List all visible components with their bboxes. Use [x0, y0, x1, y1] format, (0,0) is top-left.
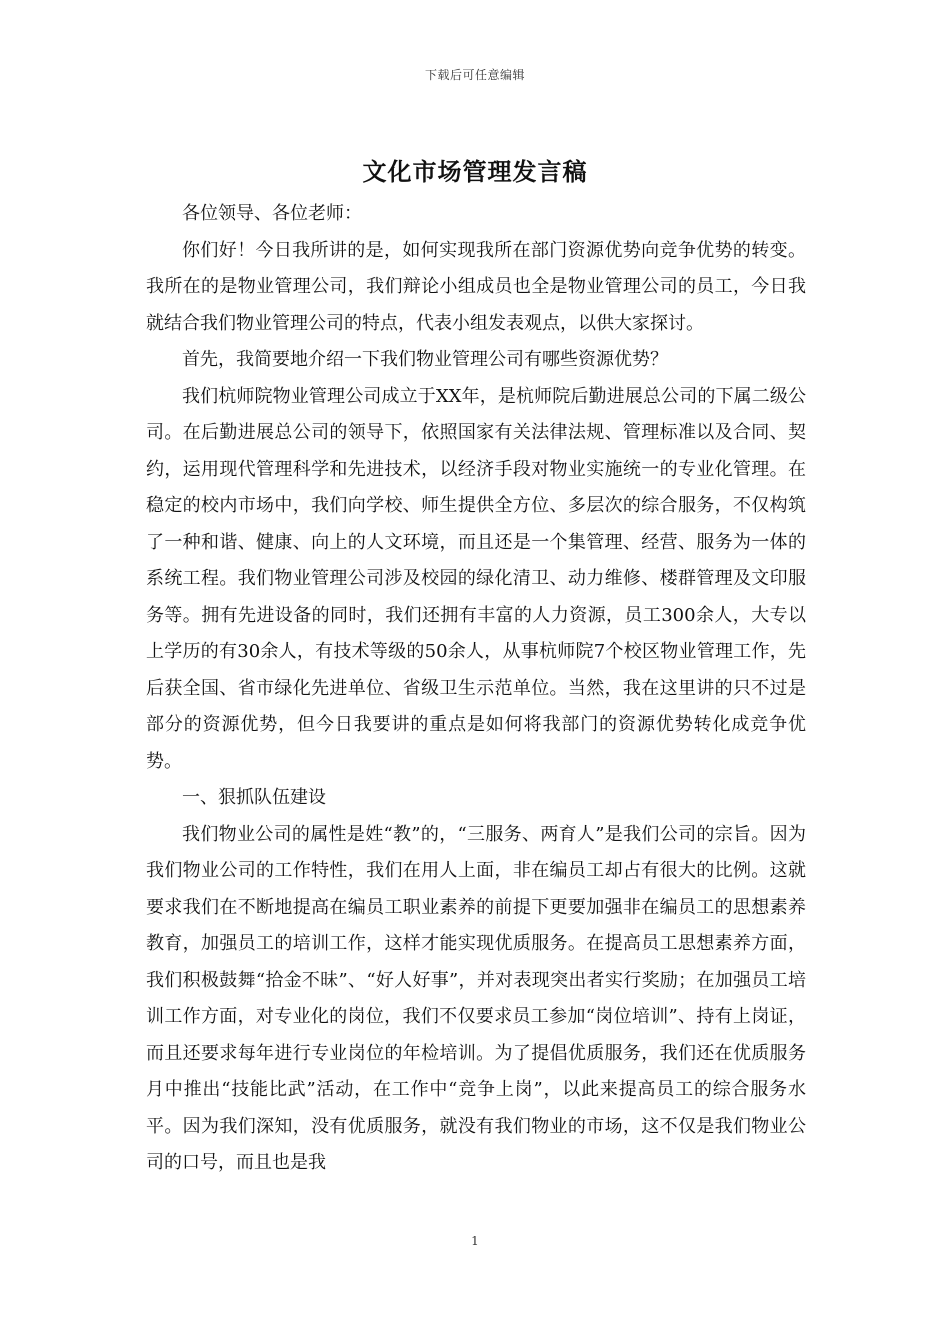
question-paragraph: 首先，我简要地介绍一下我们物业管理公司有哪些资源优势？ [182, 349, 668, 370]
opening-paragraph: 你们好！今日我所讲的是，如何实现我所在部门资源优势向竞争优势的转变。我所在的是物业管理公司，我们辩论小组成员也全是物业管理公司的员工，今日我就结合我们物业管理公司的特点，代表小组发表观点，以供大家探讨。 [146, 239, 806, 334]
document-body [146, 196, 806, 1182]
section-heading-team-building: 一、狠抓队伍建设 [182, 787, 326, 808]
page-header-note: 下载后可任意编辑 [424, 68, 525, 82]
team-building-paragraph: 我们物业公司的属性是姓“教”的，“三服务、两育人”是我们公司的宗旨。因为我们物业公司的工作特性，我们在用人上面，非在编员工却占有很大的比例。这就要求我们在不断地提高在编员工职业素养的前提下更要加强非在编员工的思想素养教育，加强员工的培训工作，这样才能实现优质服务。在提高员工思想素养方面，我们积极鼓舞“拾金不昧”、“好人好事”，并对表现突出者实行奖励；在加强员工培训工作方面，对专业化的岗位，我们不仅要求员工参加“岗位培训”、持有上岗证，而且还要求每年进行专业岗位的年检培训。为了提倡优质服务，我们还在优质服务月中推出“技能比武”活动，在工作中“竞争上岗”，以此来提高员工的综合服务水平。因为我们深知，没有优质服务，就没有我们物业的市场，这不仅是我们物业公司的口号，而且也是我 [146, 823, 806, 1173]
document-title: 文化市场管理发言稿 [362, 157, 588, 186]
company-intro-paragraph: 我们杭师院物业管理公司成立于XX年，是杭师院后勤进展总公司的下属二级公司。在后勤进展总公司的领导下，依照国家有关法律法规、管理标准以及合同、契约，运用现代管理科学和先进技术，以经济手段对物业实施统一的专业化管理。在稳定的校内市场中，我们向学校、师生提供全方位、多层次的综合服务，不仅构筑了一种和谐、健康、向上的人文环境，而且还是一个集管理、经营、服务为一体的系统工程。我们物业管理公司涉及校园的绿化清卫、动力维修、楼群管理及文印服务等。拥有先进设备的同时，我们还拥有丰富的人力资源，员工300余人，大专以上学历的有30余人，有技术等级的50余人，从事杭师院7个校区物业管理工作，先后获全国、省市绿化先进单位、省级卫生示范单位。当然，我在这里讲的只不过是部分的资源优势，但今日我要讲的重点是如何将我部门的资源优势转化成竞争优势。 [146, 385, 806, 772]
page-number: 1 [471, 1234, 479, 1248]
salutation-paragraph: 各位领导、各位老师： [182, 203, 362, 224]
